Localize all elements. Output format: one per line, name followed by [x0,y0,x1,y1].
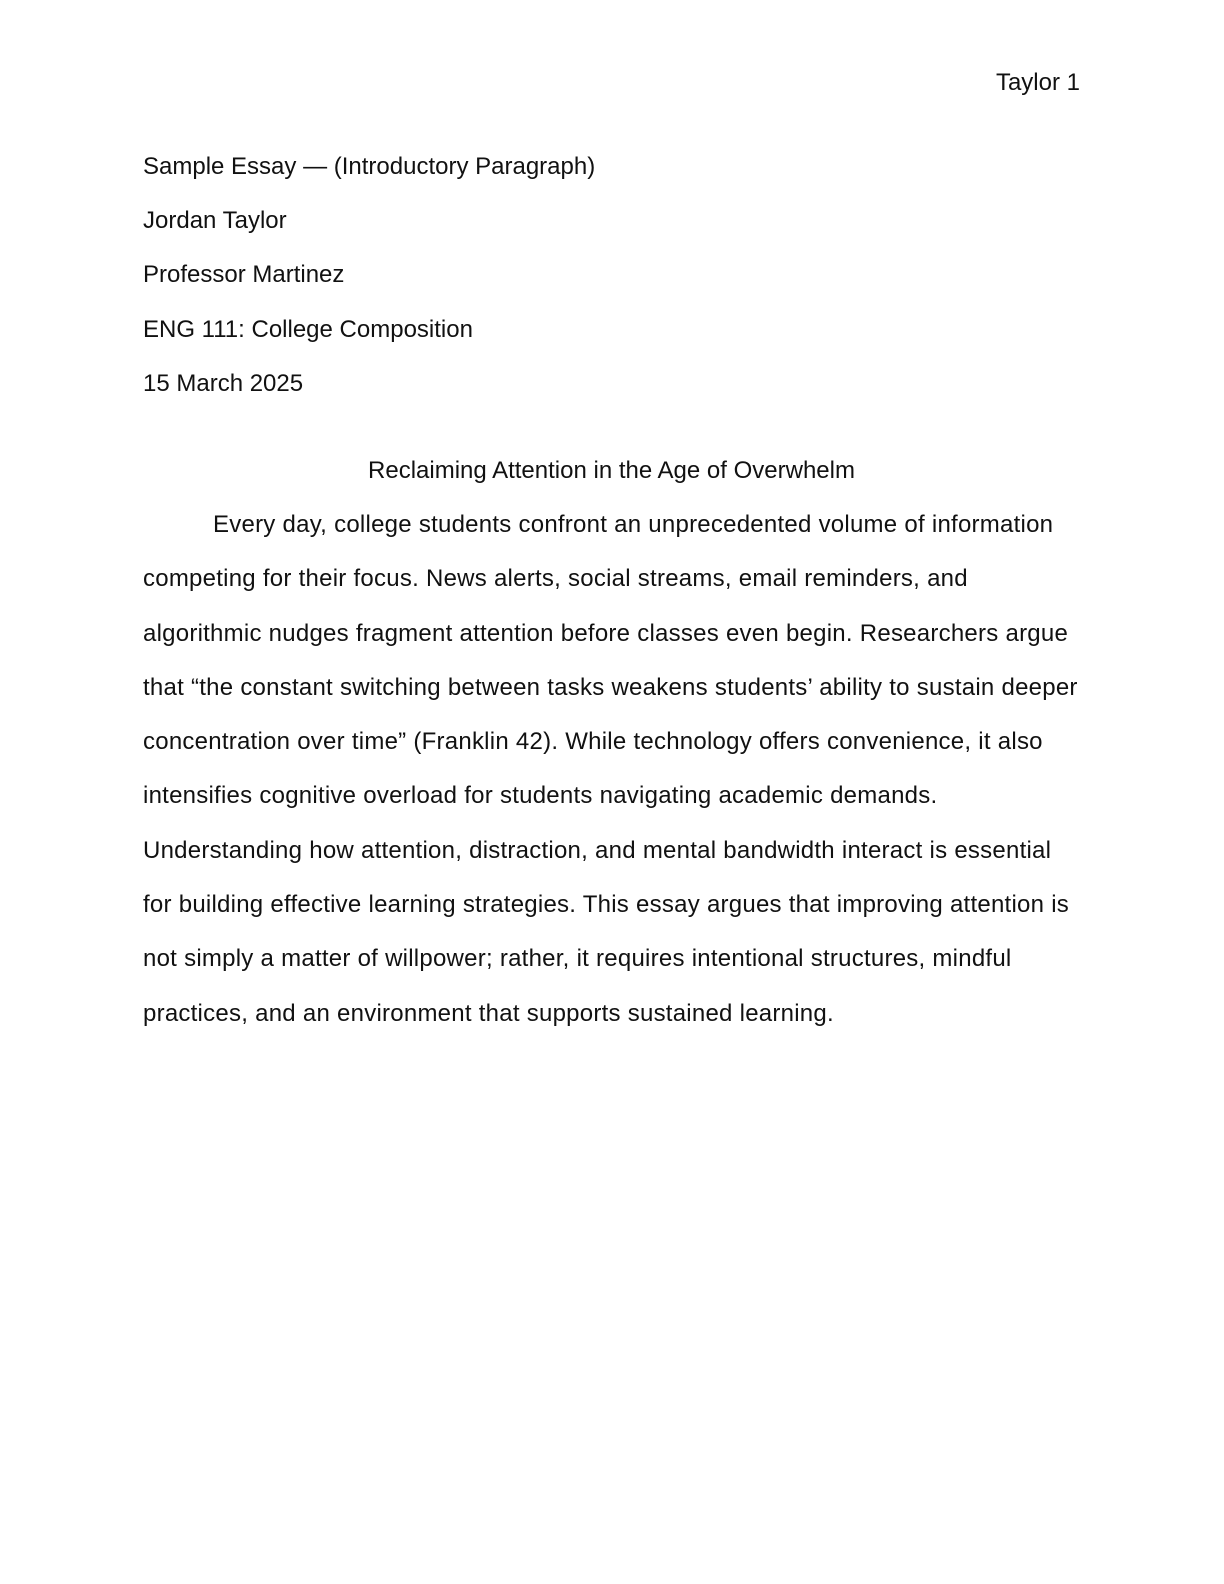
heading-line-student-name: Jordan Taylor [143,207,287,235]
essay-title: Reclaiming Attention in the Age of Overwhelm [368,457,855,484]
introductory-paragraph: Every day, college students confront an unprecedented volume of information competing for their focus. News alerts, social streams, email reminders, and algorithmic nudges fragment attention before classes even begin. Researchers argue that “the constant switching between tasks weakens students’ ability to sustain deeper concentration over time” (Franklin 42). While technology offers convenience, it also intensifies cognitive overload for students navigating academic demands. Understanding how attention, distraction, and mental bandwidth interact is essential for building effective learning strategies. This essay argues that improving attention is not simply a matter of willpower; rather, it requires intentional structures, mindful practices, and an environment that supports sustained learning. [143,511,1078,1027]
heading-line-date: 15 March 2025 [143,369,304,397]
heading-line-course: ENG 111: College Composition [143,315,473,343]
heading-line-instructor-name: Professor Martinez [143,261,345,289]
mla-heading-block [143,140,1083,411]
body-block [143,498,1081,1041]
heading-line-assignment-title: Sample Essay — (Introductory Paragraph) [143,153,596,180]
running-head: Taylor 1 [995,69,1080,96]
